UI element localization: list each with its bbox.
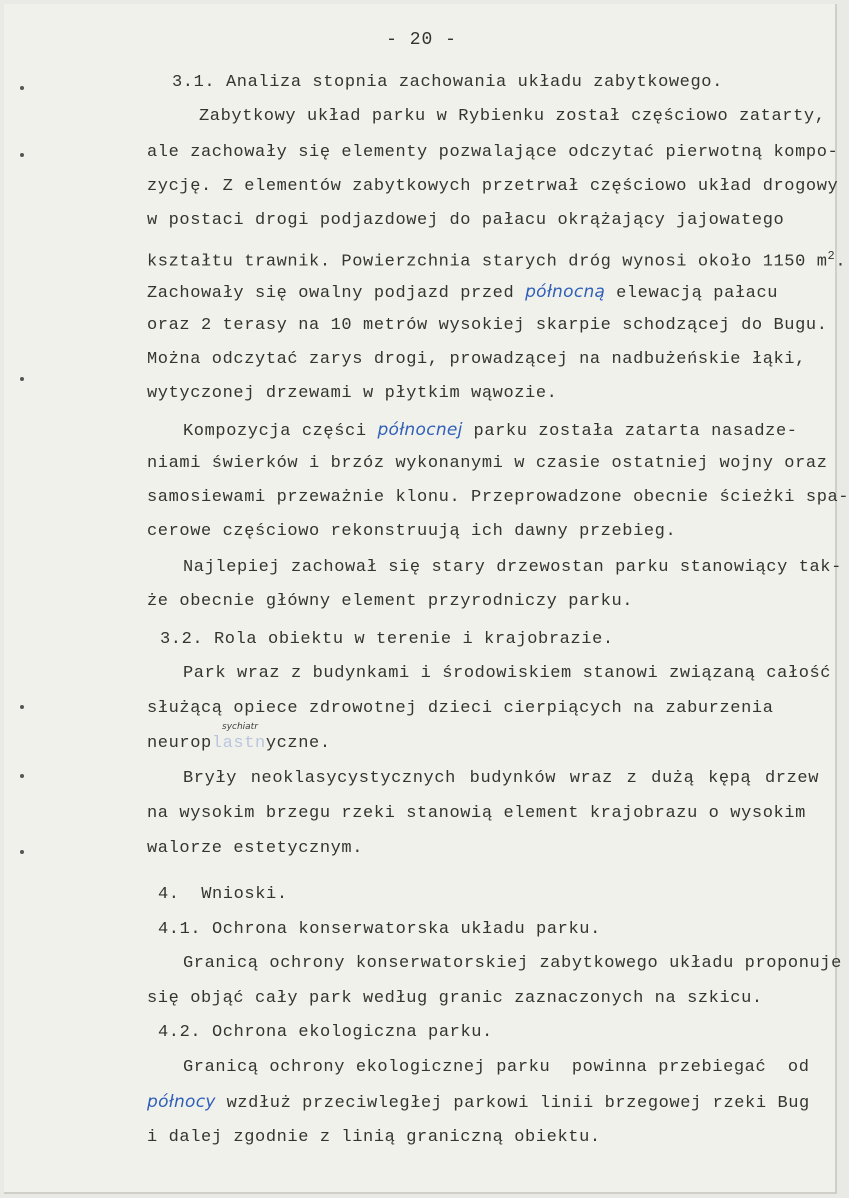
paragraph-line: oraz 2 terasy na 10 metrów wysokiej skarpie schodzącej do Bugu.	[147, 316, 828, 335]
punch-mark	[20, 377, 24, 381]
paragraph-line: ale zachowały się elementy pozwalające odczytać pierwotną kompo-	[147, 143, 839, 162]
paragraph-line: wytyczonej drzewami w płytkim wąwozie.	[147, 384, 558, 403]
paragraph-line: Granicą ochrony konserwatorskiej zabytkowego układu proponuje	[183, 954, 842, 973]
handwritten-correction: północy	[147, 1092, 216, 1112]
paragraph-line: Bryły neoklasycystycznych budynków wraz z dużą kępą drzew	[183, 769, 819, 788]
paragraph-line: się objąć cały park według granic zaznaczonych na szkicu.	[147, 989, 763, 1008]
section-heading-4: 4. Wnioski.	[158, 885, 288, 904]
page-number: - 20 -	[386, 30, 457, 50]
paragraph-line: służącą opiece zdrowotnej dzieci cierpiących na zaburzenia	[147, 699, 774, 718]
paragraph-line: na wysokim brzegu rzeki stanowią element krajobrazu o wysokim	[147, 804, 806, 823]
paragraph-line: niami świerków i brzóz wykonanymi w czasie ostatniej wojny oraz	[147, 454, 828, 473]
paragraph-line: Można odczytać zarys drogi, prowadzącej na nadbużeńskie łąki,	[147, 350, 806, 369]
punch-mark	[20, 774, 24, 778]
section-heading-3-1: 3.1. Analiza stopnia zachowania układu zabytkowego.	[172, 73, 723, 92]
handwritten-correction: północną	[525, 282, 606, 302]
paragraph-line: że obecnie główny element przyrodniczy parku.	[147, 592, 634, 611]
paragraph-line: Najlepiej zachował się stary drzewostan parku stanowiący tak-	[183, 558, 842, 577]
paragraph-line: walorze estetycznym.	[147, 839, 364, 858]
paragraph-line: cerowe częściowo rekonstruują ich dawny przebieg.	[147, 522, 677, 541]
handwritten-correction: sychiatr	[222, 722, 258, 732]
paragraph-line: Zachowały się owalny podjazd przed północną elewacją pałacu	[147, 282, 779, 303]
punch-mark	[20, 850, 24, 854]
paragraph-line: północy wzdłuż przeciwległej parkowi linii brzegowej rzeki Bug	[147, 1092, 810, 1113]
paragraph-line: Granicą ochrony ekologicznej parku powinna przebiegać od	[183, 1058, 810, 1077]
punch-mark	[20, 153, 24, 157]
paragraph-line: samosiewami przeważnie klonu. Przeprowadzone obecnie ścieżki spa-	[147, 488, 849, 507]
paragraph-line: zycję. Z elementów zabytkowych przetrwał częściowo układ drogowy	[147, 177, 839, 196]
section-heading-4-2: 4.2. Ochrona ekologiczna parku.	[158, 1023, 493, 1042]
section-heading-4-1: 4.1. Ochrona konserwatorska układu parku.	[158, 920, 601, 939]
paragraph-line: w postaci drogi podjazdowej do pałacu okrążający jajowatego	[147, 211, 785, 230]
paragraph-line: neuroplastnyczne.	[147, 734, 331, 753]
paragraph-line: Park wraz z budynkami i środowiskiem stanowi związaną całość	[183, 664, 832, 683]
paragraph-line: i dalej zgodnie z linią graniczną obiektu.	[147, 1128, 601, 1147]
superscript: 2	[827, 249, 836, 263]
paragraph-line: kształtu trawnik. Powierzchnia starych dróg wynosi około 1150 $m^2$.	[147, 249, 847, 272]
faded-text: lastn	[211, 734, 266, 753]
paragraph-line: Zabytkowy układ parku w Rybienku został częściowo zatarty,	[199, 107, 826, 126]
punch-mark	[20, 86, 24, 90]
handwritten-correction: północnej	[377, 420, 463, 440]
section-heading-3-2: 3.2. Rola obiektu w terenie i krajobrazie.	[160, 630, 614, 649]
paragraph-line: Kompozycja części północnej parku została zatarta nasadze-	[183, 420, 798, 441]
punch-mark	[20, 705, 24, 709]
